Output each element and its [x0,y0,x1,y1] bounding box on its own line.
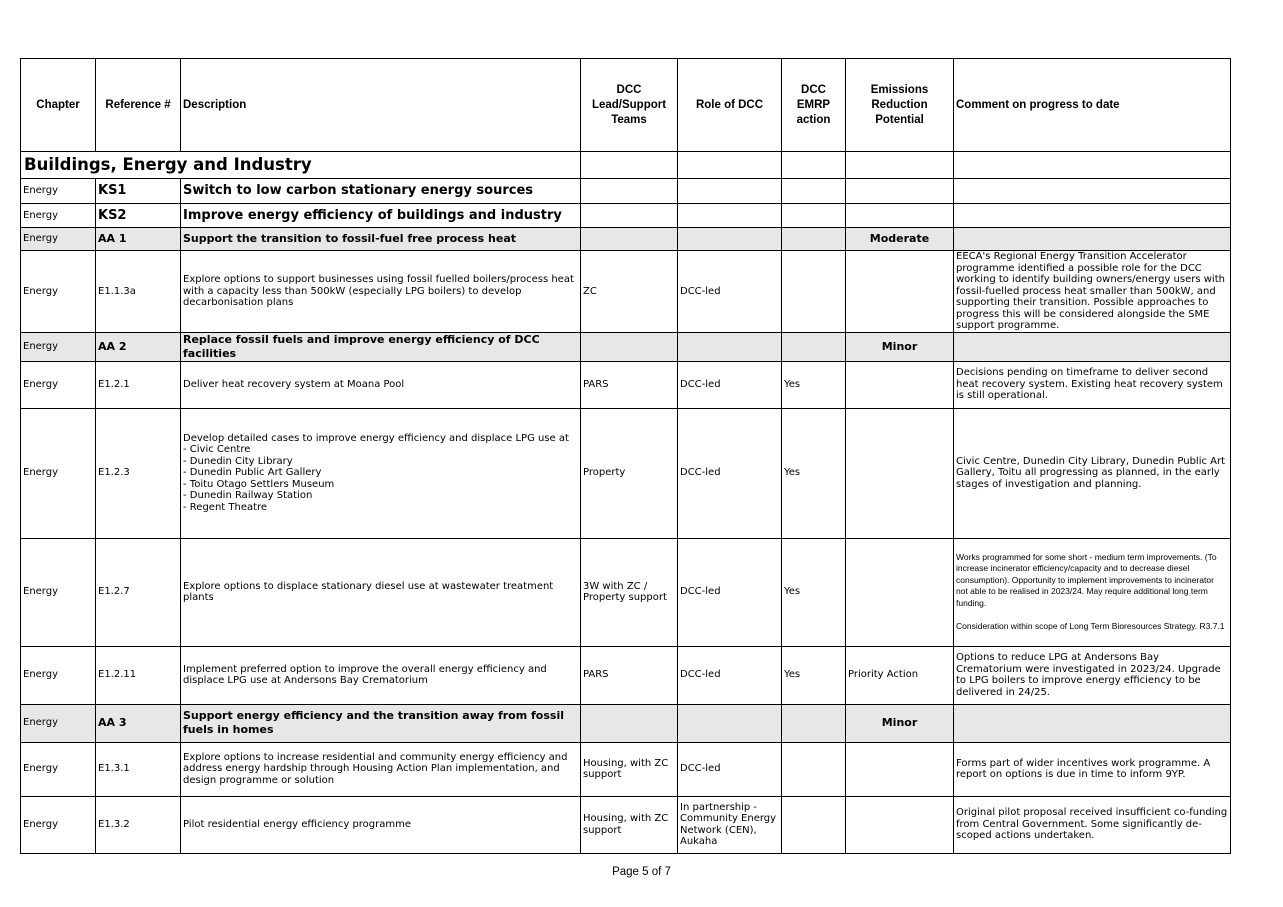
cell-role [678,179,782,204]
cell-chapter: Energy [21,796,96,853]
cell-description: Explore options to increase residential and community energy efficiency and address energy hardship through Housing Action Plan implementation, and design programme or solution [181,742,581,796]
cell-comment: Decisions pending on timeframe to deliver second heat recovery system. Existing heat recovery system is still operational. [954,361,1231,408]
cell-emrp [782,332,846,361]
table-row [21,332,1231,361]
cell-role: DCC-led [678,538,782,646]
cell-lead: 3W with ZC / Property support [581,538,678,646]
table-row [21,704,1231,742]
cell-reference: E1.3.1 [96,742,181,796]
cell-lead: Housing, with ZC support [581,742,678,796]
table-row [21,361,1231,408]
cell-role: DCC-led [678,251,782,333]
cell-reference: E1.2.7 [96,538,181,646]
table-row [21,646,1231,704]
cell-lead: PARS [581,646,678,704]
table-row [21,228,1231,251]
cell-comment [954,179,1231,204]
cell-comment [954,228,1231,251]
cell-role: DCC-led [678,646,782,704]
progress-table-container [20,58,1230,854]
table-row [21,538,1231,646]
cell-role: DCC-led [678,742,782,796]
cell-emrp [782,251,846,333]
cell-potential [846,251,954,333]
progress-table [20,58,1231,854]
cell-potential [846,361,954,408]
cell-potential [846,179,954,204]
cell-role [678,704,782,742]
cell-emrp: Yes [782,408,846,538]
cell-role [678,204,782,228]
cell-emrp: Yes [782,361,846,408]
cell-potential [846,408,954,538]
table-row [21,251,1231,333]
cell-chapter: Energy [21,408,96,538]
cell-comment: Original pilot proposal received insufficient co-funding from Central Government. Some significantly de-scoped actions undertaken. [954,796,1231,853]
cell-role: DCC-led [678,361,782,408]
cell-reference: AA 2 [96,332,181,361]
table-row [21,742,1231,796]
header-comment: Comment on progress to date [954,59,1231,152]
cell-lead: PARS [581,361,678,408]
cell-description: Explore options to displace stationary diesel use at wastewater treatment plants [181,538,581,646]
cell-emrp: Yes [782,538,846,646]
cell-lead [581,228,678,251]
cell-emrp [782,204,846,228]
cell-reference: AA 1 [96,228,181,251]
cell-role [678,332,782,361]
cell-lead [581,332,678,361]
cell-potential: Minor [846,332,954,361]
cell-chapter: Energy [21,538,96,646]
cell-reference: KS2 [96,204,181,228]
cell-description: Replace fossil fuels and improve energy efficiency of DCC facilities [181,332,581,361]
cell-reference: E1.1.3a [96,251,181,333]
cell-description: Support energy efficiency and the transition away from fossil fuels in homes [181,704,581,742]
cell-comment [954,704,1231,742]
cell-chapter: Energy [21,704,96,742]
cell-comment: EECA's Regional Energy Transition Accelerator programme identified a possible role for the DCC working to identify building owners/energy users with fossil-fuelled process heat smaller than 500kW, and supporting their transition. Possible approaches to progress this will be considered alongside the SME support programme. [954,251,1231,333]
cell-potential [846,538,954,646]
cell-reference: E1.3.2 [96,796,181,853]
header-emrp: DCC EMRP action [782,59,846,152]
cell-emrp [782,796,846,853]
cell-reference: KS1 [96,179,181,204]
header-description: Description [181,59,581,152]
cell-reference: E1.2.1 [96,361,181,408]
cell-emrp [782,179,846,204]
cell-reference: AA 3 [96,704,181,742]
cell-potential: Moderate [846,228,954,251]
cell-chapter: Energy [21,204,96,228]
table-row [21,408,1231,538]
cell-lead: Property [581,408,678,538]
cell-reference: E1.2.3 [96,408,181,538]
cell-lead: Housing, with ZC support [581,796,678,853]
cell-comment: Works programmed for some short - medium term improvements. (To increase incinerator efficiency/capacity and to decrease diesel consumption). Opportunity to implement improvements to incinerator not able to be realised in 2023/24. May require additional long term funding. Consideration within scope of Long Term Bioresources Strategy. R3.7.1 [954,538,1231,646]
section-row [21,152,1231,179]
header-potential: Emissions Reduction Potential [846,59,954,152]
cell-lead [581,704,678,742]
cell-chapter: Energy [21,742,96,796]
table-row [21,796,1231,853]
cell-description: Support the transition to fossil-fuel free process heat [181,228,581,251]
cell-lead [581,179,678,204]
header-lead: DCC Lead/Support Teams [581,59,678,152]
cell-potential [846,796,954,853]
cell-potential: Minor [846,704,954,742]
cell-chapter: Energy [21,361,96,408]
cell-role [678,228,782,251]
header-chapter: Chapter [21,59,96,152]
cell-comment: Civic Centre, Dunedin City Library, Dunedin Public Art Gallery, Toitu all progressing as planned, in the early stages of investigation and planning. [954,408,1231,538]
cell-potential: Priority Action [846,646,954,704]
cell-chapter: Energy [21,332,96,361]
page-number: Page 5 of 7 [612,866,671,878]
cell-description: Develop detailed cases to improve energy efficiency and displace LPG use at - Civic Centre - Dunedin City Library - Dunedin Public Art Gallery - Toitu Otago Settlers Museum - Dunedin Railway Station - Regent Theatre [181,408,581,538]
cell-emrp [782,704,846,742]
cell-chapter: Energy [21,228,96,251]
cell-chapter: Energy [21,251,96,333]
cell-description: Switch to low carbon stationary energy sources [181,179,581,204]
section-title: Buildings, Energy and Industry [21,152,581,179]
header-reference: Reference # [96,59,181,152]
cell-comment [954,332,1231,361]
cell-description: Explore options to support businesses using fossil fuelled boilers/process heat with a capacity less than 500kW (especially LPG boilers) to develop decarbonisation plans [181,251,581,333]
table-row [21,179,1231,204]
cell-role: In partnership - Community Energy Network (CEN), Aukaha [678,796,782,853]
cell-reference: E1.2.11 [96,646,181,704]
cell-potential [846,204,954,228]
cell-description: Implement preferred option to improve the overall energy efficiency and displace LPG use at Andersons Bay Crematorium [181,646,581,704]
cell-emrp [782,742,846,796]
table-row [21,204,1231,228]
cell-description: Pilot residential energy efficiency programme [181,796,581,853]
cell-emrp [782,228,846,251]
cell-comment [954,204,1231,228]
cell-description: Improve energy efficiency of buildings and industry [181,204,581,228]
cell-comment: Options to reduce LPG at Andersons Bay Crematorium were investigated in 2023/24. Upgrade to LPG boilers to improve energy efficiency to be delivered in 24/25. [954,646,1231,704]
header-role: Role of DCC [678,59,782,152]
cell-potential [846,742,954,796]
cell-comment: Forms part of wider incentives work programme. A report on options is due in time to inform 9YP. [954,742,1231,796]
cell-role: DCC-led [678,408,782,538]
header-row [21,59,1231,152]
cell-description: Deliver heat recovery system at Moana Pool [181,361,581,408]
cell-lead [581,204,678,228]
cell-lead: ZC [581,251,678,333]
cell-chapter: Energy [21,179,96,204]
cell-chapter: Energy [21,646,96,704]
cell-emrp: Yes [782,646,846,704]
